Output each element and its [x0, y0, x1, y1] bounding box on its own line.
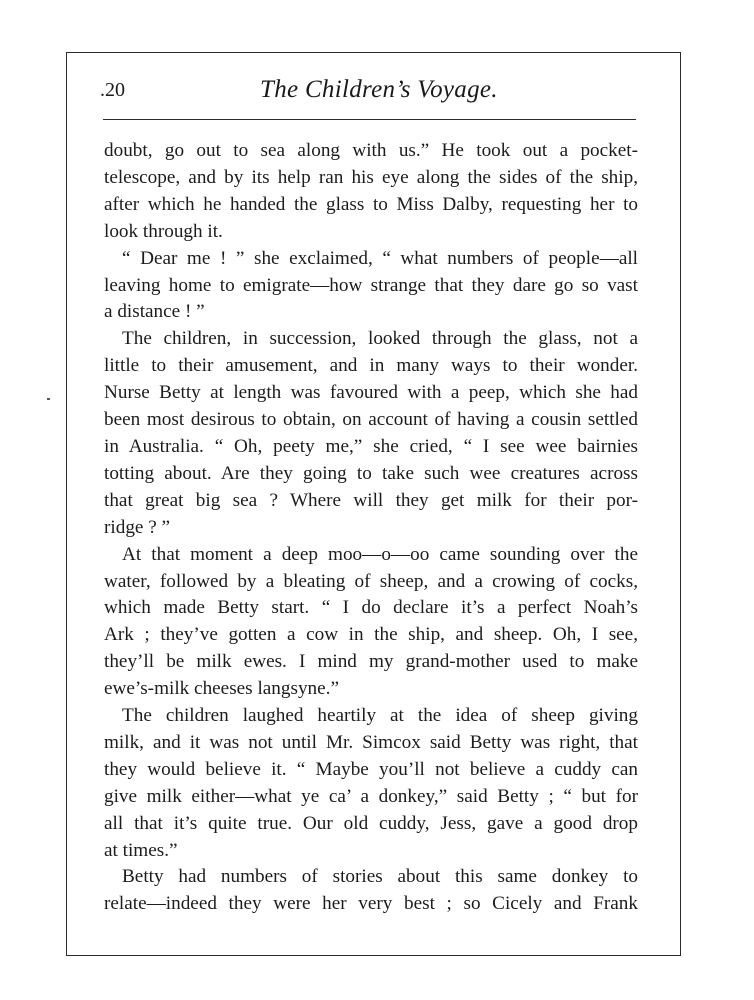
- text-line: which made Betty start. “ I do declare it’s a perfect Noah’s: [104, 597, 638, 619]
- paragraph: [104, 864, 638, 918]
- header-rule: [103, 119, 636, 120]
- text-line: they’ll be milk ewes. I mind my grand-mother used to make: [104, 651, 638, 673]
- text-line: milk, and it was not until Mr. Simcox said Betty was right, that: [104, 731, 638, 753]
- text-line: telescope, and by its help ran his eye along the sides of the ship,: [104, 166, 638, 188]
- text-line: ridge ? ”: [104, 516, 171, 538]
- paragraph: [104, 246, 638, 327]
- text-line: little to their amusement, and in many ways to their wonder.: [104, 355, 638, 377]
- text-line: look through it.: [104, 220, 223, 242]
- text-line: been most desirous to obtain, on account of having a cousin settled: [104, 409, 638, 431]
- page-number: .20: [100, 79, 125, 101]
- text-line: all that it’s quite true. Our old cuddy, Jess, gave a good drop: [104, 812, 638, 834]
- text-line: ewe’s-milk cheeses langsyne.”: [104, 678, 339, 700]
- page-header: [100, 76, 640, 106]
- text-line: At that moment a deep moo—o—oo came sounding over the: [122, 543, 638, 565]
- text-line: water, followed by a bleating of sheep, and a crowing of cocks,: [104, 570, 638, 592]
- running-title: The Children’s Voyage.: [260, 76, 498, 103]
- text-line: relate—indeed they were her very best ; so Cicely and Frank: [104, 893, 638, 915]
- text-line: The children laughed heartily at the idea of sheep giving: [122, 705, 638, 727]
- body-text: [104, 138, 638, 918]
- paragraph: [104, 542, 638, 703]
- text-line: doubt, go out to sea along with us.” He took out a pocket-: [104, 140, 638, 161]
- paragraph: [104, 703, 638, 864]
- text-line: at times.”: [104, 839, 178, 861]
- text-line: in Australia. “ Oh, peety me,” she cried, “ I see wee bairnies: [104, 435, 638, 457]
- text-line: that great big sea ? Where will they get milk for their por-: [104, 489, 638, 511]
- text-line: leaving home to emigrate—how strange that they dare go so vast: [104, 274, 638, 296]
- text-line: after which he handed the glass to Miss Dalby, requesting her to: [104, 193, 638, 215]
- text-line: Betty had numbers of stories about this same donkey to: [122, 866, 638, 888]
- text-line: Nurse Betty at length was favoured with a peep, which she had: [104, 382, 638, 404]
- text-line: give milk either—what ye ca’ a donkey,” said Betty ; “ but for: [104, 785, 638, 807]
- paragraph: [104, 326, 638, 541]
- paragraph: [104, 138, 638, 246]
- text-line: The children, in succession, looked through the glass, not a: [122, 328, 638, 350]
- text-line: “ Dear me ! ” she exclaimed, “ what numbers of people—all: [122, 247, 638, 269]
- stray-ink-mark: [47, 398, 50, 400]
- text-line: totting about. Are they going to take such wee creatures across: [104, 462, 638, 484]
- text-line: a distance ! ”: [104, 301, 205, 323]
- text-line: Ark ; they’ve gotten a cow in the ship, and sheep. Oh, I see,: [104, 624, 638, 646]
- text-line: they would believe it. “ Maybe you’ll not believe a cuddy can: [104, 758, 638, 780]
